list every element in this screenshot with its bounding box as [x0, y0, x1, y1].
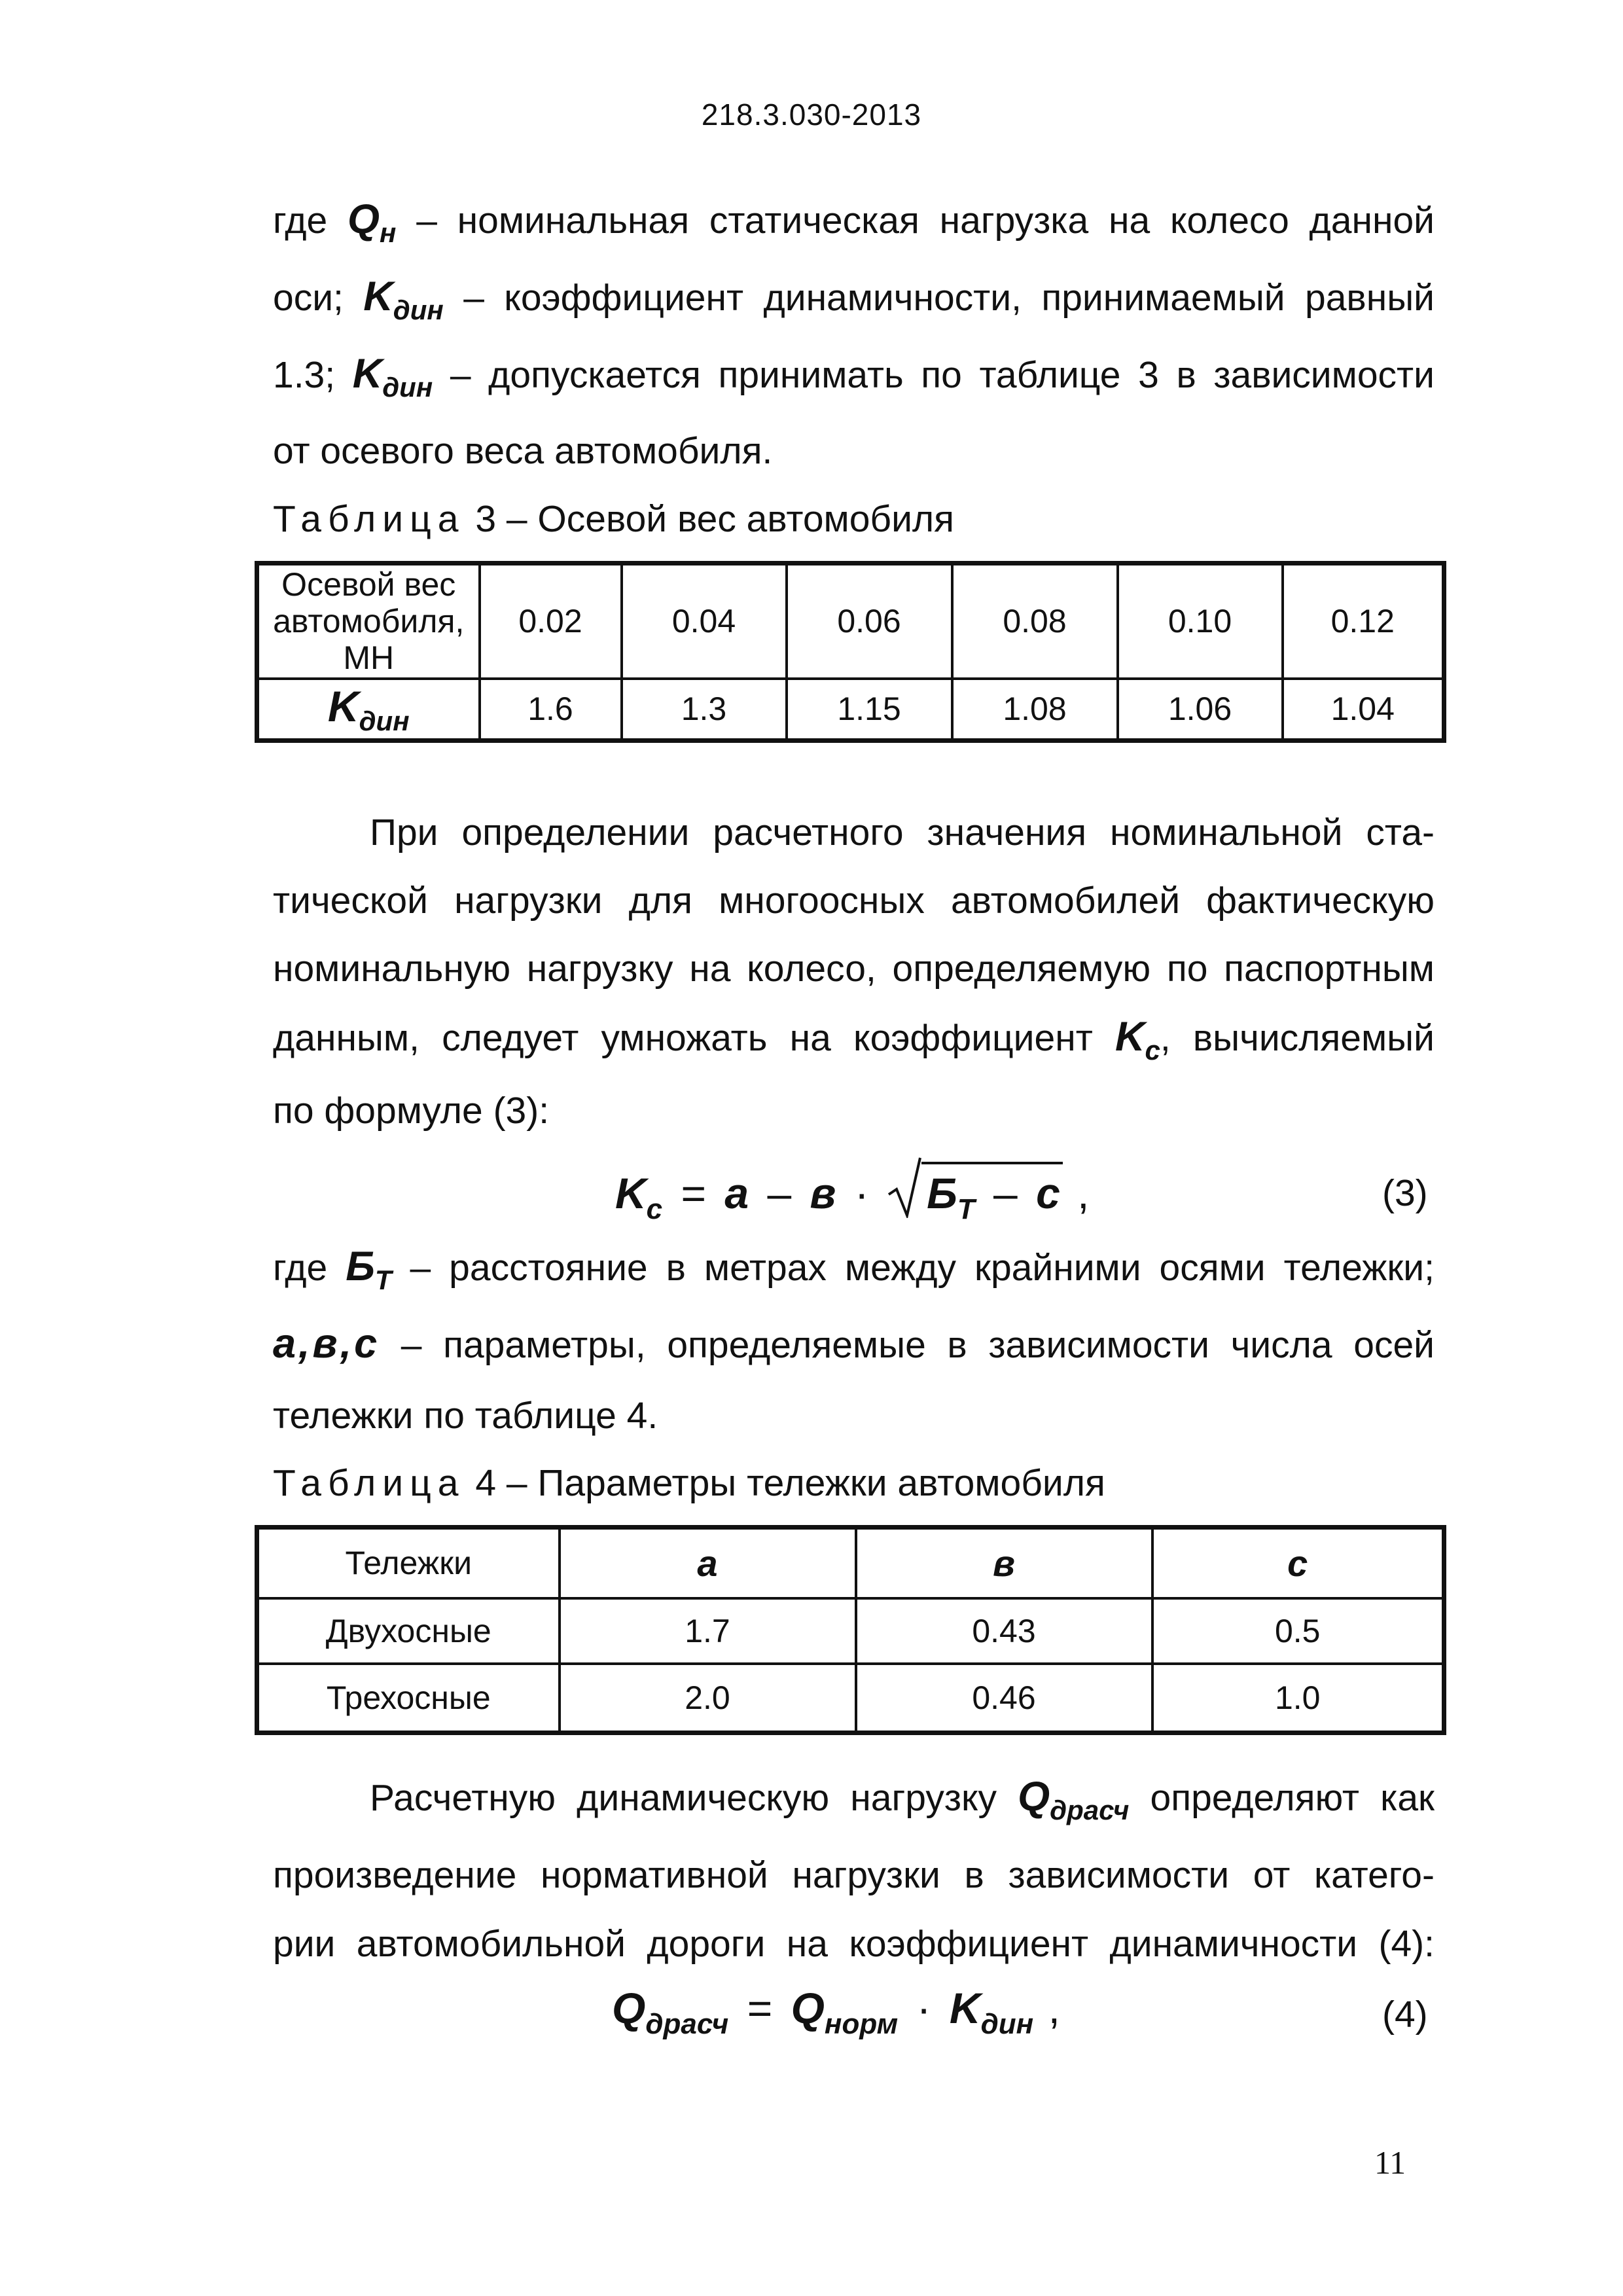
radical-sign-icon — [887, 1155, 923, 1218]
text-span: где — [273, 1247, 328, 1289]
text-line — [273, 1014, 1435, 1066]
equation-number-4: (4) — [1382, 1994, 1428, 2036]
table3-caption — [273, 497, 954, 541]
text-span: – параметры, определяемые в зависимости числа осей — [401, 1324, 1435, 1366]
text-span: – коэффициент динамичности, принимаемый равный — [463, 277, 1435, 319]
text-span: – номинальная статическая нагрузка на колесо данной — [416, 200, 1435, 242]
caption-label: Таблица — [273, 1462, 465, 1504]
symbol-kc: $K_c$ — [1115, 1014, 1160, 1066]
equation-number-3: (3) — [1382, 1172, 1428, 1214]
table-row — [257, 1664, 1444, 1733]
text-line — [273, 351, 1435, 403]
table-cell: 0.08 — [952, 564, 1118, 679]
text-line — [273, 1321, 1435, 1367]
paragraph-definitions-bt — [273, 1244, 1435, 1463]
table-header-cell: a — [560, 1528, 856, 1598]
text-span: $K_c$, вычисляемый — [1115, 1014, 1435, 1066]
text-line: тической нагрузки для многоосных автомобилей фактическую — [273, 880, 1435, 922]
text-line: от осевого веса автомобиля. — [273, 430, 773, 472]
symbol-kdin: $K_{дин}$ — [352, 351, 433, 403]
table4-caption — [273, 1462, 1105, 1505]
text-line — [273, 1244, 1435, 1295]
table-cell: 0.04 — [622, 564, 787, 679]
table-cell: Двухосные — [257, 1598, 560, 1664]
document-code: 218.3.030-2013 — [701, 98, 922, 132]
square-root: $Б_T$ – c — [887, 1162, 1063, 1226]
table-header-cell: c — [1152, 1528, 1444, 1598]
symbol-kdin: $K_{дин}$ — [363, 274, 444, 325]
table-row — [257, 679, 1444, 741]
text-span: – допускается принимать по таблице 3 в зависимости — [450, 354, 1435, 396]
text-span: определяют как — [1150, 1777, 1435, 1819]
text-line — [273, 274, 1435, 325]
text-span: данным, следует умножать на коэффициент — [273, 1017, 1093, 1059]
table-row — [257, 564, 1444, 679]
table-header-cell: Осевой вес автомобиля, МН — [257, 564, 480, 679]
text-span: оси; — [273, 277, 344, 319]
table-cell: 0.12 — [1283, 564, 1444, 679]
table-row — [257, 1598, 1444, 1664]
table-cell: 0.5 — [1152, 1598, 1444, 1664]
table-cell: 1.15 — [787, 679, 952, 741]
table-cell: 0.06 — [787, 564, 952, 679]
text-line: тележки по таблице 4. — [273, 1395, 658, 1437]
symbol-bt: $Б_T$ — [346, 1244, 392, 1295]
text-line: по формуле (3): — [273, 1090, 550, 1132]
table-cell: 0.46 — [856, 1664, 1152, 1733]
table-header-row — [257, 1528, 1444, 1598]
table-header-cell: в — [856, 1528, 1152, 1598]
text-line: рии автомобильной дороги на коэффициент динамичности (4): — [273, 1923, 1435, 1965]
paragraph-definitions-qn — [273, 196, 1435, 475]
table-cell: 1.7 — [560, 1598, 856, 1664]
text-span: Расчетную динамическую нагрузку — [370, 1777, 997, 1819]
table-cell: 1.06 — [1118, 679, 1283, 741]
text-span: где — [273, 200, 328, 242]
table-cell: 1.3 — [622, 679, 787, 741]
table-cell: 1.6 — [480, 679, 622, 741]
symbol-qdrasch: $Q_{драсч}$ — [1018, 1774, 1130, 1825]
table-cell: 1.08 — [952, 679, 1118, 741]
formula-3: $K_c = a - в$ · $Б_T$ – c , — [615, 1162, 1096, 1226]
caption-text: 4 – Параметры тележки автомобиля — [475, 1462, 1105, 1504]
table4-bogie-parameters — [255, 1525, 1446, 1735]
text-line: При определении расчетного значения номинальной ста- — [370, 812, 1435, 853]
text-line: номинальную нагрузку на колесо, определяемую по паспортным — [273, 948, 1435, 990]
text-span: – расстояние в метрах между крайними осями тележки; — [410, 1247, 1435, 1289]
paragraph-dynamic-load — [273, 1774, 1435, 1986]
table-cell: 2.0 — [560, 1664, 856, 1733]
caption-text: 3 – Осевой вес автомобиля — [475, 498, 955, 540]
table-cell: 0.10 — [1118, 564, 1283, 679]
symbol-abc: a,в,c — [273, 1321, 380, 1367]
text-span: 1.3; — [273, 354, 336, 396]
table-cell: 0.43 — [856, 1598, 1152, 1664]
text-line: произведение нормативной нагрузки в зависимости от катего- — [273, 1854, 1435, 1896]
caption-label: Таблица — [273, 498, 465, 540]
table-header-cell: $K_{дин}$ — [257, 679, 480, 741]
text-line — [370, 1774, 1435, 1825]
formula-4: $Q_{драсч} = Q_{норм} \cdot K_{дин}$ , — [612, 1984, 1060, 2040]
table-cell: 0.02 — [480, 564, 622, 679]
page-number: 11 — [1374, 2144, 1406, 2181]
table-header-cell: Тележки — [257, 1528, 560, 1598]
table3-axle-weight — [255, 561, 1446, 743]
text-line — [273, 196, 1435, 248]
table-cell: Трехосные — [257, 1664, 560, 1733]
table-cell: 1.0 — [1152, 1664, 1444, 1733]
symbol-qn: $Q_н$ — [348, 196, 397, 248]
paragraph-multiaxle — [273, 813, 1435, 1153]
table-cell: 1.04 — [1283, 679, 1444, 741]
